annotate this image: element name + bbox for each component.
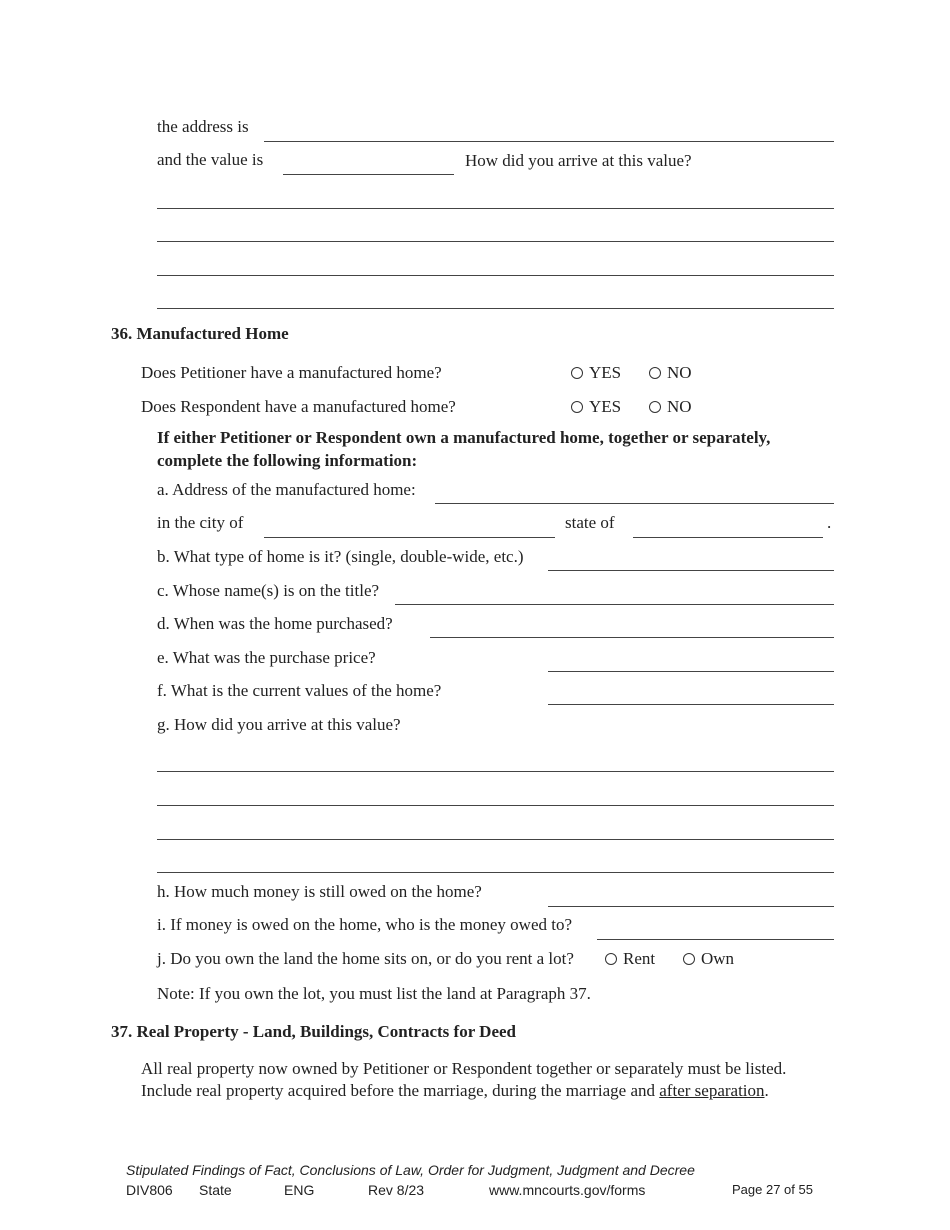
value-label: and the value is [157,150,264,169]
radio-icon[interactable] [683,953,695,965]
how-value-label: How did you arrive at this value? [465,151,692,170]
item-g-field-line-3[interactable] [157,839,834,840]
section-37-text-line-1: All real property now owned by Petitioner or Respondent together or separately must be listed. [141,1059,787,1078]
how-value-field-line-1[interactable] [157,208,834,209]
item-c-field[interactable] [395,604,834,605]
item-e-field[interactable] [548,671,834,672]
footer-title: Stipulated Findings of Fact, Conclusions of Law, Order for Judgment, Judgment and Decree [126,1162,695,1178]
item-b-field[interactable] [548,570,834,571]
petitioner-question: Does Petitioner have a manufactured home? [141,363,442,382]
own-label: Own [701,949,735,968]
lot-note: Note: If you own the lot, you must list the land at Paragraph 37. [157,984,591,1003]
respondent-question: Does Respondent have a manufactured home? [141,397,456,416]
item-e-label: e. What was the purchase price? [157,648,376,667]
yes-label: YES [589,397,622,416]
no-label: NO [667,397,692,416]
address-label: the address is [157,117,249,136]
value-field[interactable] [283,174,454,175]
state-label: state of [565,513,615,532]
item-f-field[interactable] [548,704,834,705]
radio-icon[interactable] [605,953,617,965]
footer-form-id: DIV806 [126,1182,173,1198]
radio-icon[interactable] [649,401,661,413]
footer-page-number: Page 27 of 55 [732,1182,813,1197]
section-37-text-line-2 [141,1081,769,1101]
footer-revision: Rev 8/23 [368,1182,425,1198]
item-j-label: j. Do you own the land the home sits on, or do you rent a lot? [157,949,574,968]
rent-option[interactable] [605,949,655,969]
instruction-line-2: complete the following information: [157,451,418,470]
footer-language: ENG [284,1182,315,1198]
address-field[interactable] [264,141,834,142]
item-f-label: f. What is the current values of the home? [157,681,442,700]
petitioner-no-option[interactable] [649,363,692,383]
state-period: . [827,513,832,532]
radio-icon[interactable] [571,401,583,413]
city-field[interactable] [264,537,555,538]
how-value-field-line-3[interactable] [157,275,834,276]
item-g-field-line-4[interactable] [157,872,834,873]
item-h-label: h. How much money is still owed on the home? [157,882,482,901]
state-field[interactable] [633,537,823,538]
instruction-line-1: If either Petitioner or Respondent own a manufactured home, together or separately, [157,428,771,447]
rent-label: Rent [623,949,656,968]
radio-icon[interactable] [649,367,661,379]
item-h-field[interactable] [548,906,834,907]
item-a-field[interactable] [435,503,834,504]
item-i-label: i. If money is owed on the home, who is the money owed to? [157,915,573,934]
item-b-label: b. What type of home is it? (single, double-wide, etc.) [157,547,524,566]
yes-label: YES [589,363,622,382]
respondent-no-option[interactable] [649,397,692,417]
how-value-field-line-2[interactable] [157,241,834,242]
own-option[interactable] [683,949,734,969]
line-2-text: Include real property acquired before the marriage, during the marriage and [141,1081,660,1100]
section-37-heading: 37. Real Property - Land, Buildings, Contracts for Deed [111,1022,517,1041]
section-36-heading: 36. Manufactured Home [111,324,289,343]
item-g-field-line-2[interactable] [157,805,834,806]
after-separation-text: after separation [659,1081,765,1100]
radio-icon[interactable] [571,367,583,379]
respondent-yes-option[interactable] [571,397,621,417]
footer-url: www.mncourts.gov/forms [489,1182,646,1198]
city-label: in the city of [157,513,244,532]
item-c-label: c. Whose name(s) is on the title? [157,581,380,600]
petitioner-yes-option[interactable] [571,363,621,383]
line-2-period: . [764,1081,769,1100]
footer-jurisdiction: State [199,1182,232,1198]
item-g-label: g. How did you arrive at this value? [157,715,401,734]
no-label: NO [667,363,692,382]
item-d-field[interactable] [430,637,834,638]
item-g-field-line-1[interactable] [157,771,834,772]
how-value-field-line-4[interactable] [157,308,834,309]
item-i-field[interactable] [597,939,834,940]
item-d-label: d. When was the home purchased? [157,614,393,633]
item-a-label: a. Address of the manufactured home: [157,480,416,499]
